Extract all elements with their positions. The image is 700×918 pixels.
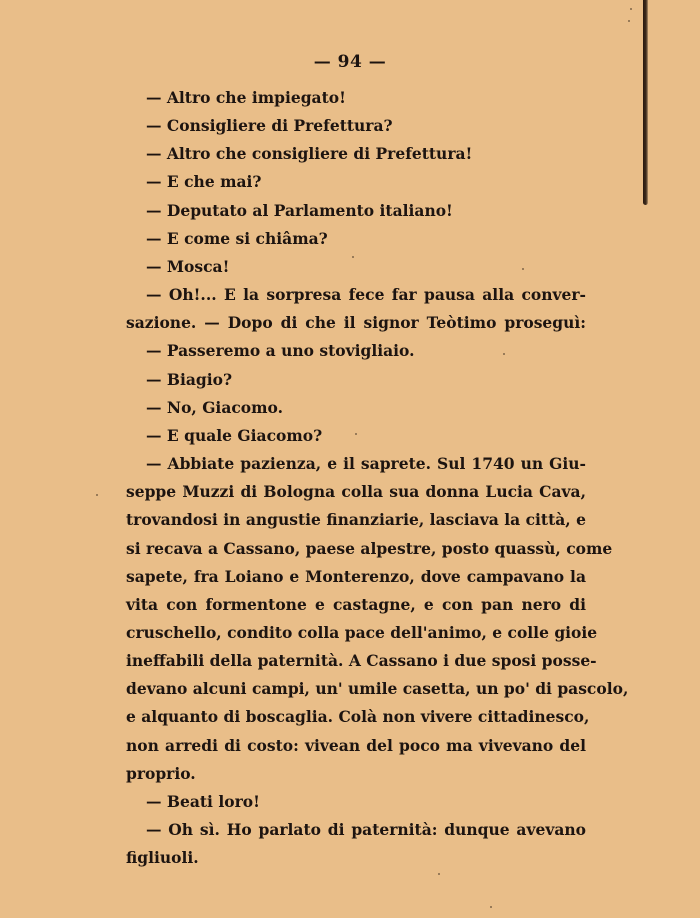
- text-line: figliuoli.: [126, 848, 199, 868]
- text-line: e alquanto di boscaglia. Colà non vivere cittadinesco,: [126, 707, 590, 727]
- text-line: vita con formentone e castagne, e con pan nero di: [126, 594, 586, 614]
- print-speck: [96, 494, 98, 496]
- text-line: cruschello, condito colla pace dell'animo, e colle gioie: [126, 622, 598, 642]
- text-line: trovandosi in angustie finanziarie, lasciava la città, e: [126, 510, 586, 530]
- text-line: seppe Muzzi di Bologna colla sua donna Lucia Cava,: [126, 482, 586, 502]
- text-line: non arredi di costo: vivean del poco ma vivevano del: [126, 735, 586, 755]
- print-speck: [522, 268, 524, 270]
- print-speck: [352, 256, 354, 258]
- text-line: — Passeremo a uno stovigliaio.: [146, 341, 415, 361]
- text-line: — Beati loro!: [146, 791, 260, 811]
- page-body-text: [126, 84, 629, 872]
- text-line: — E come si chiâma?: [146, 228, 328, 248]
- text-line: proprio.: [126, 763, 196, 783]
- text-line: — Biagio?: [146, 369, 233, 389]
- book-spine-shadow: [643, 0, 648, 205]
- text-line: — Consigliere di Prefettura?: [146, 116, 393, 136]
- text-line: devano alcuni campi, un' umile casetta, un po' di pascolo,: [126, 679, 629, 699]
- text-line: ineffabili della paternità. A Cassano i due sposi posse-: [126, 651, 597, 671]
- text-line: — Mosca!: [146, 256, 230, 276]
- print-speck: [438, 873, 440, 875]
- text-line: — No, Giacomo.: [146, 397, 284, 417]
- text-line: — Oh!... E la sorpresa fece far pausa alla conver-: [146, 285, 586, 305]
- text-line: sazione. — Dopo di che il signor Teòtimo proseguì:: [126, 313, 586, 333]
- print-speck: [628, 20, 630, 22]
- text-line: — E quale Giacomo?: [146, 425, 323, 445]
- print-speck: [490, 906, 492, 908]
- text-line: — E che mai?: [146, 172, 262, 192]
- page-number: — 94 —: [313, 52, 387, 72]
- text-line: si recava a Cassano, paese alpestre, posto quassù, come: [126, 538, 613, 558]
- text-line: — Abbiate pazienza, e il saprete. Sul 1740 un Giu-: [146, 454, 586, 474]
- text-line: sapete, fra Loiano e Monterenzo, dove campavano la: [126, 566, 586, 586]
- text-line: — Altro che impiegato!: [146, 88, 346, 107]
- print-speck: [503, 353, 505, 355]
- print-speck: [355, 433, 357, 435]
- print-speck: [630, 8, 632, 10]
- text-line: — Deputato al Parlamento italiano!: [146, 200, 453, 220]
- text-line: — Altro che consigliere di Prefettura!: [146, 144, 473, 164]
- text-line: — Oh sì. Ho parlato di paternità: dunque avevano: [146, 820, 586, 840]
